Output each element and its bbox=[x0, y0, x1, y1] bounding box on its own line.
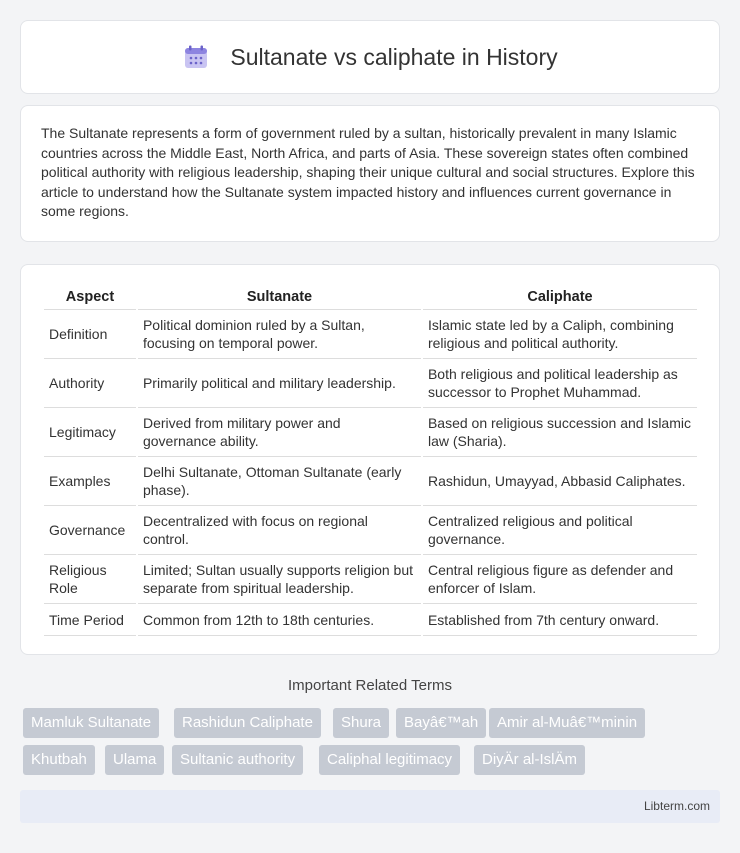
tag-bayah[interactable]: Bayâ€™ah bbox=[396, 708, 486, 738]
tag-ulama[interactable]: Ulama bbox=[105, 745, 164, 775]
tag-mamluk-sultanate[interactable]: Mamluk Sultanate bbox=[23, 708, 159, 738]
title-card bbox=[20, 20, 720, 94]
comparison-card bbox=[20, 264, 720, 655]
cell-caliphate: Central religious figure as defender and enforcer of Islam. bbox=[423, 555, 697, 604]
related-terms-title: Important Related Terms bbox=[288, 677, 452, 694]
intro-card bbox=[20, 105, 720, 242]
table-row bbox=[44, 408, 697, 457]
footer bbox=[20, 790, 720, 823]
header-caliphate: Caliphate bbox=[423, 284, 697, 310]
cell-caliphate: Islamic state led by a Caliph, combining religious and political authority. bbox=[423, 310, 697, 359]
cell-aspect: Examples bbox=[44, 457, 136, 506]
tag-diyar-al-islam[interactable]: DiyÄr al-IslÄm bbox=[474, 745, 585, 775]
intro-text: The Sultanate represents a form of government ruled by a sultan, historically prevalent in many Islamic countries across the Middle East, North Africa, and parts of Asia. These sovereign states often combined political authority with religious leadership, shaping their unique cultural and social structures. Explore this article to understand how the Sultanate system impacted history and influences current governance in some regions. bbox=[41, 125, 695, 220]
cell-aspect: Time Period bbox=[44, 604, 136, 636]
table-row bbox=[44, 555, 697, 604]
cell-aspect: Legitimacy bbox=[44, 408, 136, 457]
cell-aspect: Governance bbox=[44, 506, 136, 555]
page-title: Sultanate vs caliphate in History bbox=[230, 43, 558, 70]
table-row bbox=[44, 310, 697, 359]
cell-caliphate: Established from 7th century onward. bbox=[423, 604, 697, 636]
table-row bbox=[44, 506, 697, 555]
comparison-table bbox=[42, 284, 699, 636]
header-aspect: Aspect bbox=[44, 284, 136, 310]
table-row bbox=[44, 359, 697, 408]
tag-sultanic-authority[interactable]: Sultanic authority bbox=[172, 745, 303, 775]
tag-rashidun-caliphate[interactable]: Rashidun Caliphate bbox=[174, 708, 321, 738]
cell-sultanate: Political dominion ruled by a Sultan, focusing on temporal power. bbox=[138, 310, 421, 359]
cell-aspect: Religious Role bbox=[44, 555, 136, 604]
table-row bbox=[44, 604, 697, 636]
cell-caliphate: Both religious and political leadership as successor to Prophet Muhammad. bbox=[423, 359, 697, 408]
cell-sultanate: Delhi Sultanate, Ottoman Sultanate (early phase). bbox=[138, 457, 421, 506]
tag-caliphal-legitimacy[interactable]: Caliphal legitimacy bbox=[319, 745, 460, 775]
header-sultanate: Sultanate bbox=[138, 284, 421, 310]
calendar-icon bbox=[182, 43, 210, 71]
cell-sultanate: Limited; Sultan usually supports religion but separate from spiritual leadership. bbox=[138, 555, 421, 604]
tag-shura[interactable]: Shura bbox=[333, 708, 389, 738]
cell-aspect: Definition bbox=[44, 310, 136, 359]
cell-sultanate: Decentralized with focus on regional control. bbox=[138, 506, 421, 555]
cell-caliphate: Rashidun, Umayyad, Abbasid Caliphates. bbox=[423, 457, 697, 506]
cell-sultanate: Common from 12th to 18th centuries. bbox=[138, 604, 421, 636]
table-row bbox=[44, 457, 697, 506]
cell-sultanate: Derived from military power and governance ability. bbox=[138, 408, 421, 457]
cell-sultanate: Primarily political and military leadership. bbox=[138, 359, 421, 408]
tag-khutbah[interactable]: Khutbah bbox=[23, 745, 95, 775]
tag-amir-al-muminin[interactable]: Amir al-Muâ€™minin bbox=[489, 708, 645, 738]
cell-caliphate: Centralized religious and political governance. bbox=[423, 506, 697, 555]
footer-brand[interactable]: Libterm.com bbox=[643, 799, 710, 813]
cell-aspect: Authority bbox=[44, 359, 136, 408]
cell-caliphate: Based on religious succession and Islamic law (Sharia). bbox=[423, 408, 697, 457]
